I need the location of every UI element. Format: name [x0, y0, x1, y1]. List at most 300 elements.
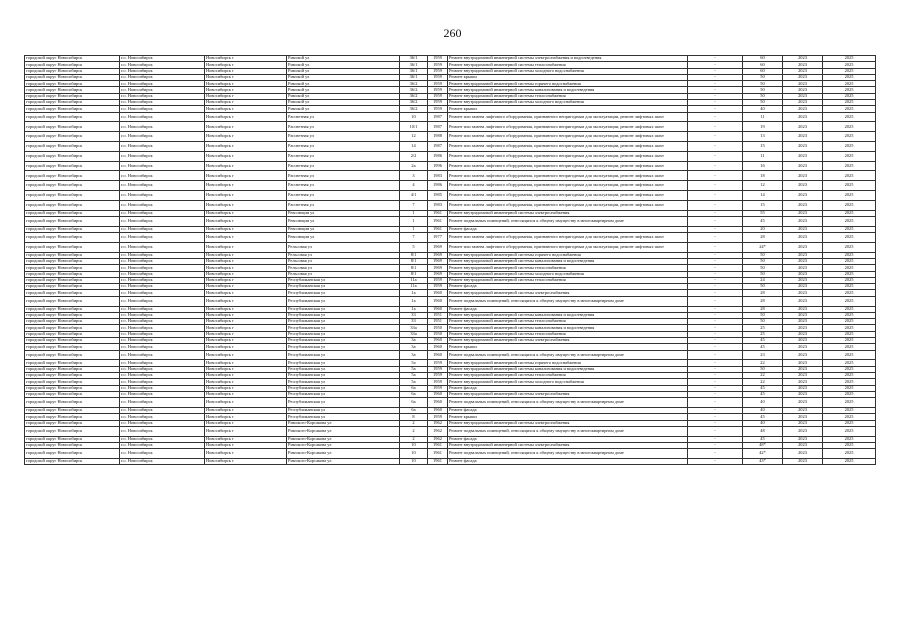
house-cell: 6а [400, 391, 428, 397]
end-year-cell: 2025 [823, 216, 876, 226]
end-year-cell: 2025 [823, 414, 876, 420]
house-cell: 33 [400, 319, 428, 325]
cost-cell: 45 [743, 216, 783, 226]
street-cell: Революции ул [287, 216, 400, 226]
city-cell: Новосибирск г [205, 379, 287, 385]
table-row [25, 112, 876, 122]
end-year-cell: 2025 [823, 56, 876, 62]
house-cell: 5а [400, 379, 428, 385]
house-cell: 1а [400, 296, 428, 306]
end-year-cell: 2025 [823, 372, 876, 378]
municipality-cell: городской округ Новосибирск [25, 171, 120, 181]
empty-cell: - [688, 449, 743, 459]
empty-cell: - [688, 93, 743, 99]
work-type-cell: Ремонт или замена лифтового оборудования, признанного непригодным для эксплуатации, ремонт лифтовых шахт [448, 161, 688, 171]
empty-cell: - [688, 100, 743, 106]
cost-cell: 25 [743, 325, 783, 331]
house-cell: 3а [400, 350, 428, 360]
empty-cell: - [688, 74, 743, 80]
street-cell: Рассветная ул [287, 142, 400, 152]
street-cell: Римского-Корсакова ул [287, 442, 400, 448]
start-year-cell: 2023 [783, 233, 823, 243]
city-cell: Новосибирск г [205, 391, 287, 397]
city-cell: Новосибирск г [205, 337, 287, 343]
street-cell: Революции ул [287, 226, 400, 232]
house-cell: 1а [400, 306, 428, 312]
district-cell: г.о. Новосибирск [120, 414, 205, 420]
work-type-cell: Ремонт внутридомовой инженерной системы канализования и водоотведения [448, 87, 688, 93]
cost-cell: 50 [743, 81, 783, 87]
year-cell: 1969 [428, 252, 448, 258]
work-type-cell: Ремонт внутридомовой инженерной системы канализования и водоотведения [448, 366, 688, 372]
district-cell: г.о. Новосибирск [120, 344, 205, 350]
district-cell: г.о. Новосибирск [120, 74, 205, 80]
municipality-cell: городской округ Новосибирск [25, 407, 120, 413]
capital-repair-table [24, 55, 876, 465]
year-cell: 1969 [428, 265, 448, 271]
city-cell: Новосибирск г [205, 331, 287, 337]
cost-cell: 22 [743, 372, 783, 378]
cost-cell: 11 [743, 112, 783, 122]
year-cell: 1959 [428, 74, 448, 80]
house-cell: 36/2 [400, 87, 428, 93]
street-cell: Римской ул [287, 74, 400, 80]
end-year-cell: 2025 [823, 337, 876, 343]
empty-cell: - [688, 216, 743, 226]
street-cell: Рельсовая ул [287, 265, 400, 271]
year-cell: 1962 [428, 420, 448, 426]
municipality-cell: городской округ Новосибирск [25, 306, 120, 312]
cost-cell: 50 [743, 87, 783, 93]
empty-cell: - [688, 142, 743, 152]
street-cell: Рассветная ул [287, 112, 400, 122]
city-cell: Новосибирск г [205, 442, 287, 448]
year-cell: 1959 [428, 106, 448, 112]
house-cell: 2 [400, 436, 428, 442]
year-cell: 1987 [428, 142, 448, 152]
start-year-cell: 2023 [783, 420, 823, 426]
street-cell: Римского-Корсакова ул [287, 436, 400, 442]
start-year-cell: 2023 [783, 414, 823, 420]
start-year-cell: 2023 [783, 181, 823, 191]
municipality-cell: городской округ Новосибирск [25, 337, 120, 343]
district-cell: г.о. Новосибирск [120, 350, 205, 360]
district-cell: г.о. Новосибирск [120, 325, 205, 331]
table-row [25, 161, 876, 171]
municipality-cell: городской округ Новосибирск [25, 449, 120, 459]
empty-cell: - [688, 459, 743, 465]
street-cell: Республиканская ул [287, 331, 400, 337]
work-type-cell: Ремонт фасада [448, 459, 688, 465]
city-cell: Новосибирск г [205, 171, 287, 181]
table-row [25, 233, 876, 243]
cost-cell: 40 [743, 398, 783, 408]
municipality-cell: городской округ Новосибирск [25, 216, 120, 226]
work-type-cell: Ремонт или замена лифтового оборудования, признанного непригодным для эксплуатации, ремонт лифтовых шахт [448, 151, 688, 161]
work-type-cell: Ремонт внутридомовой инженерной системы электроснабжения [448, 210, 688, 216]
municipality-cell: городской округ Новосибирск [25, 100, 120, 106]
district-cell: г.о. Новосибирск [120, 265, 205, 271]
house-cell: 3 [400, 171, 428, 181]
work-type-cell: Ремонт или замена лифтового оборудования, признанного непригодным для эксплуатации, ремонт лифтовых шахт [448, 233, 688, 243]
district-cell: г.о. Новосибирск [120, 210, 205, 216]
year-cell: 1951 [428, 312, 448, 318]
street-cell: Республиканская ул [287, 391, 400, 397]
start-year-cell: 2023 [783, 398, 823, 408]
house-cell: 1 [400, 210, 428, 216]
empty-cell: - [688, 414, 743, 420]
year-cell: 1969 [428, 258, 448, 264]
city-cell: Новосибирск г [205, 385, 287, 391]
district-cell: г.о. Новосибирск [120, 226, 205, 232]
cost-cell: 11 [743, 151, 783, 161]
district-cell: г.о. Новосибирск [120, 366, 205, 372]
house-cell: 7 [400, 200, 428, 210]
start-year-cell: 2023 [783, 344, 823, 350]
year-cell: 1950 [428, 325, 448, 331]
end-year-cell: 2025 [823, 151, 876, 161]
year-cell: 1959 [428, 93, 448, 99]
cost-cell: 60 [743, 68, 783, 74]
start-year-cell: 2023 [783, 112, 823, 122]
start-year-cell: 2023 [783, 216, 823, 226]
district-cell: г.о. Новосибирск [120, 420, 205, 426]
start-year-cell: 2023 [783, 87, 823, 93]
cost-cell: 22 [743, 379, 783, 385]
year-cell: 1959 [428, 277, 448, 283]
year-cell: 1983 [428, 200, 448, 210]
district-cell: г.о. Новосибирск [120, 331, 205, 337]
district-cell: г.о. Новосибирск [120, 391, 205, 397]
year-cell: 1961 [428, 442, 448, 448]
start-year-cell: 2023 [783, 449, 823, 459]
district-cell: г.о. Новосибирск [120, 93, 205, 99]
cost-cell: 50 [743, 271, 783, 277]
street-cell: Республиканская ул [287, 284, 400, 290]
cost-cell: 45 [743, 391, 783, 397]
work-type-cell: Ремонт крыши [448, 74, 688, 80]
city-cell: Новосибирск г [205, 151, 287, 161]
city-cell: Новосибирск г [205, 414, 287, 420]
district-cell: г.о. Новосибирск [120, 258, 205, 264]
district-cell: г.о. Новосибирск [120, 252, 205, 258]
end-year-cell: 2025 [823, 350, 876, 360]
year-cell: 1986 [428, 151, 448, 161]
year-cell: 1959 [428, 366, 448, 372]
city-cell: Новосибирск г [205, 350, 287, 360]
municipality-cell: городской округ Новосибирск [25, 459, 120, 465]
empty-cell: - [688, 407, 743, 413]
city-cell: Новосибирск г [205, 191, 287, 201]
end-year-cell: 2025 [823, 181, 876, 191]
city-cell: Новосибирск г [205, 242, 287, 252]
house-cell: 3а [400, 344, 428, 350]
house-cell: 5а [400, 372, 428, 378]
year-cell: 1983 [428, 171, 448, 181]
empty-cell: - [688, 350, 743, 360]
house-cell: 1 [400, 226, 428, 232]
district-cell: г.о. Новосибирск [120, 142, 205, 152]
district-cell: г.о. Новосибирск [120, 449, 205, 459]
cost-cell: 45 [743, 436, 783, 442]
end-year-cell: 2025 [823, 407, 876, 413]
start-year-cell: 2023 [783, 122, 823, 132]
empty-cell: - [688, 112, 743, 122]
district-cell: г.о. Новосибирск [120, 106, 205, 112]
year-cell: 1960 [428, 350, 448, 360]
district-cell: г.о. Новосибирск [120, 296, 205, 306]
end-year-cell: 2025 [823, 344, 876, 350]
district-cell: г.о. Новосибирск [120, 372, 205, 378]
district-cell: г.о. Новосибирск [120, 200, 205, 210]
end-year-cell: 2025 [823, 312, 876, 318]
work-type-cell: Ремонт внутридомовой инженерной системы электроснабжения [448, 420, 688, 426]
house-cell: 36/2 [400, 100, 428, 106]
cost-cell: 55 [743, 210, 783, 216]
city-cell: Новосибирск г [205, 420, 287, 426]
end-year-cell: 2025 [823, 171, 876, 181]
street-cell: Республиканская ул [287, 319, 400, 325]
street-cell: Революции ул [287, 210, 400, 216]
end-year-cell: 2025 [823, 233, 876, 243]
work-type-cell: Ремонт внутридомовой инженерной системы горячего водоснабжения [448, 81, 688, 87]
end-year-cell: 2025 [823, 284, 876, 290]
year-cell: 1987 [428, 112, 448, 122]
house-cell: 5а [400, 360, 428, 366]
house-cell: 10 [400, 442, 428, 448]
municipality-cell: городской округ Новосибирск [25, 391, 120, 397]
cost-cell: 19 [743, 122, 783, 132]
start-year-cell: 2023 [783, 407, 823, 413]
city-cell: Новосибирск г [205, 81, 287, 87]
end-year-cell: 2025 [823, 277, 876, 283]
start-year-cell: 2023 [783, 210, 823, 216]
start-year-cell: 2023 [783, 360, 823, 366]
year-cell: 1960 [428, 344, 448, 350]
municipality-cell: городской округ Новосибирск [25, 277, 120, 283]
year-cell: 1987 [428, 122, 448, 132]
cost-cell: 25 [743, 331, 783, 337]
district-cell: г.о. Новосибирск [120, 360, 205, 366]
end-year-cell: 2025 [823, 366, 876, 372]
year-cell: 1959 [428, 68, 448, 74]
table-row [25, 350, 876, 360]
start-year-cell: 2023 [783, 242, 823, 252]
street-cell: Республиканская ул [287, 385, 400, 391]
district-cell: г.о. Новосибирск [120, 436, 205, 442]
house-cell: 12 [400, 132, 428, 142]
end-year-cell: 2025 [823, 161, 876, 171]
house-cell: 36/1 [400, 56, 428, 62]
street-cell: Римского-Корсакова ул [287, 426, 400, 436]
start-year-cell: 2023 [783, 459, 823, 465]
work-type-cell: Ремонт внутридомовой инженерной системы электроснабжения [448, 337, 688, 343]
start-year-cell: 2023 [783, 81, 823, 87]
cost-cell: 14 [743, 191, 783, 201]
city-cell: Новосибирск г [205, 87, 287, 93]
work-type-cell: Ремонт подвальных помещений, относящихся к общему имуществу в многоквартирном доме [448, 216, 688, 226]
work-type-cell: Ремонт внутридомовой инженерной системы холодного водоснабжения [448, 100, 688, 106]
cost-cell: 24* [743, 242, 783, 252]
house-cell: 14 [400, 142, 428, 152]
end-year-cell: 2025 [823, 191, 876, 201]
start-year-cell: 2023 [783, 132, 823, 142]
district-cell: г.о. Новосибирск [120, 459, 205, 465]
year-cell: 1959 [428, 81, 448, 87]
city-cell: Новосибирск г [205, 372, 287, 378]
empty-cell: - [688, 325, 743, 331]
year-cell: 1961 [428, 210, 448, 216]
start-year-cell: 2023 [783, 391, 823, 397]
end-year-cell: 2025 [823, 112, 876, 122]
empty-cell: - [688, 161, 743, 171]
year-cell: 1969 [428, 271, 448, 277]
end-year-cell: 2025 [823, 379, 876, 385]
district-cell: г.о. Новосибирск [120, 68, 205, 74]
house-cell: 2а [400, 161, 428, 171]
work-type-cell: Ремонт подвальных помещений, относящихся к общему имуществу в многоквартирном доме [448, 296, 688, 306]
year-cell: 1977 [428, 233, 448, 243]
empty-cell: - [688, 319, 743, 325]
start-year-cell: 2023 [783, 226, 823, 232]
table-row [25, 122, 876, 132]
city-cell: Новосибирск г [205, 296, 287, 306]
cost-cell: 60 [743, 62, 783, 68]
empty-cell: - [688, 87, 743, 93]
end-year-cell: 2025 [823, 200, 876, 210]
city-cell: Новосибирск г [205, 271, 287, 277]
cost-cell: 28 [743, 290, 783, 296]
city-cell: Новосибирск г [205, 306, 287, 312]
cost-cell: 48 [743, 426, 783, 436]
street-cell: Римской ул [287, 100, 400, 106]
end-year-cell: 2025 [823, 68, 876, 74]
district-cell: г.о. Новосибирск [120, 171, 205, 181]
start-year-cell: 2023 [783, 426, 823, 436]
start-year-cell: 2023 [783, 306, 823, 312]
year-cell: 1961 [428, 449, 448, 459]
house-cell: 1 [400, 216, 428, 226]
house-cell: 36/2 [400, 81, 428, 87]
empty-cell: - [688, 290, 743, 296]
table-body [25, 56, 876, 465]
end-year-cell: 2025 [823, 242, 876, 252]
city-cell: Новосибирск г [205, 360, 287, 366]
municipality-cell: городской округ Новосибирск [25, 414, 120, 420]
work-type-cell: Ремонт внутридомовой инженерной системы теплоснабжения [448, 277, 688, 283]
work-type-cell: Ремонт внутридомовой инженерной системы электроснабжения и водоотведения [448, 56, 688, 62]
house-cell: 36/1 [400, 68, 428, 74]
year-cell: 1960 [428, 337, 448, 343]
municipality-cell: городской округ Новосибирск [25, 258, 120, 264]
table-row [25, 459, 876, 465]
work-type-cell: Ремонт крыши [448, 106, 688, 112]
end-year-cell: 2025 [823, 459, 876, 465]
year-cell: 1959 [428, 100, 448, 106]
start-year-cell: 2023 [783, 200, 823, 210]
cost-cell: 50 [743, 74, 783, 80]
empty-cell: - [688, 385, 743, 391]
municipality-cell: городской округ Новосибирск [25, 360, 120, 366]
empty-cell: - [688, 233, 743, 243]
work-type-cell: Ремонт подвальных помещений, относящихся к общему имуществу в многоквартирном доме [448, 426, 688, 436]
street-cell: Республиканская ул [287, 306, 400, 312]
district-cell: г.о. Новосибирск [120, 379, 205, 385]
street-cell: Республиканская ул [287, 366, 400, 372]
street-cell: Рассветная ул [287, 171, 400, 181]
cost-cell: 60 [743, 56, 783, 62]
street-cell: Римского-Корсакова ул [287, 420, 400, 426]
empty-cell: - [688, 312, 743, 318]
municipality-cell: городской округ Новосибирск [25, 233, 120, 243]
work-type-cell: Ремонт подвальных помещений, относящихся к общему имуществу в многоквартирном доме [448, 449, 688, 459]
end-year-cell: 2025 [823, 81, 876, 87]
city-cell: Новосибирск г [205, 284, 287, 290]
end-year-cell: 2025 [823, 142, 876, 152]
city-cell: Новосибирск г [205, 459, 287, 465]
house-cell: 10 [400, 449, 428, 459]
city-cell: Новосибирск г [205, 112, 287, 122]
start-year-cell: 2023 [783, 331, 823, 337]
empty-cell: - [688, 344, 743, 350]
start-year-cell: 2023 [783, 265, 823, 271]
cost-cell: 45 [743, 385, 783, 391]
cost-cell: 50 [743, 284, 783, 290]
street-cell: Римской ул [287, 81, 400, 87]
empty-cell: - [688, 210, 743, 216]
empty-cell: - [688, 62, 743, 68]
street-cell: Римской ул [287, 93, 400, 99]
street-cell: Республиканская ул [287, 350, 400, 360]
year-cell: 1960 [428, 398, 448, 408]
district-cell: г.о. Новосибирск [120, 284, 205, 290]
house-cell: 6а [400, 398, 428, 408]
empty-cell: - [688, 284, 743, 290]
empty-cell: - [688, 379, 743, 385]
start-year-cell: 2023 [783, 319, 823, 325]
city-cell: Новосибирск г [205, 122, 287, 132]
end-year-cell: 2025 [823, 436, 876, 442]
end-year-cell: 2025 [823, 132, 876, 142]
street-cell: Рассветная ул [287, 151, 400, 161]
work-type-cell: Ремонт или замена лифтового оборудования, признанного непригодным для эксплуатации, ремонт лифтовых шахт [448, 242, 688, 252]
municipality-cell: городской округ Новосибирск [25, 344, 120, 350]
end-year-cell: 2025 [823, 258, 876, 264]
municipality-cell: городской округ Новосибирск [25, 379, 120, 385]
work-type-cell: Ремонт фасада [448, 385, 688, 391]
city-cell: Новосибирск г [205, 258, 287, 264]
start-year-cell: 2023 [783, 284, 823, 290]
empty-cell: - [688, 68, 743, 74]
start-year-cell: 2023 [783, 142, 823, 152]
work-type-cell: Ремонт фасада [448, 306, 688, 312]
work-type-cell: Ремонт внутридомовой инженерной системы теплоснабжения [448, 62, 688, 68]
district-cell: г.о. Новосибирск [120, 81, 205, 87]
city-cell: Новосибирск г [205, 233, 287, 243]
start-year-cell: 2023 [783, 106, 823, 112]
house-cell: 36/2 [400, 106, 428, 112]
start-year-cell: 2023 [783, 68, 823, 74]
empty-cell: - [688, 337, 743, 343]
empty-cell: - [688, 420, 743, 426]
cost-cell: 40 [743, 420, 783, 426]
house-cell: 2/2 [400, 151, 428, 161]
street-cell: Рассветная ул [287, 132, 400, 142]
start-year-cell: 2023 [783, 325, 823, 331]
district-cell: г.о. Новосибирск [120, 319, 205, 325]
city-cell: Новосибирск г [205, 426, 287, 436]
house-cell: 33а [400, 325, 428, 331]
